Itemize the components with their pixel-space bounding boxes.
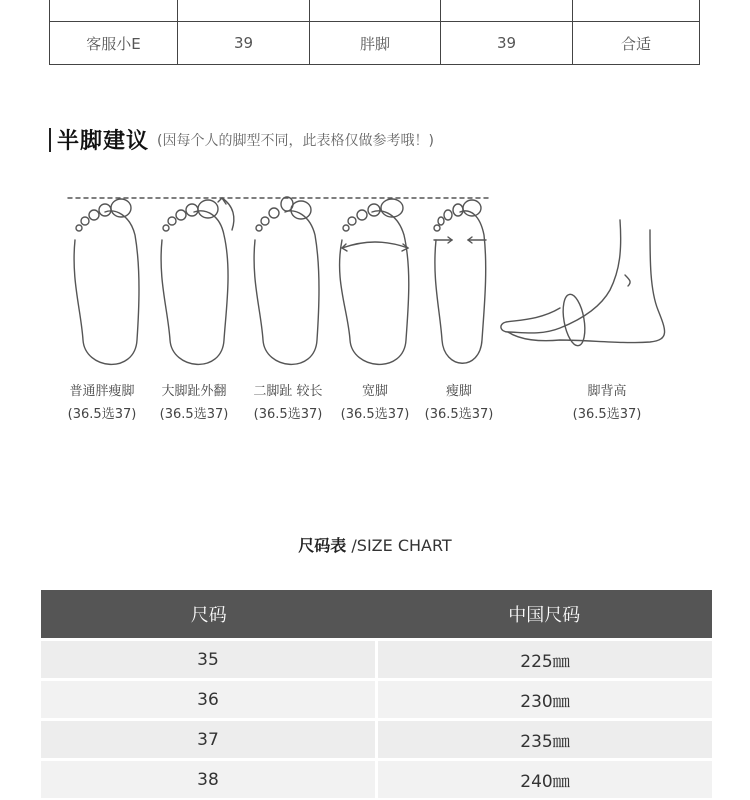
foot-label <box>562 380 652 422</box>
table-cell: 35 <box>41 640 377 680</box>
table-cell: 240㎜ <box>377 760 713 799</box>
foot-name: 二脚趾 较长 <box>253 384 323 399</box>
foot-name: 宽脚 <box>361 384 388 399</box>
table-row <box>41 760 712 799</box>
foot-name: 瘦脚 <box>445 384 472 399</box>
table-cell: 客服小E <box>50 22 178 65</box>
foot-labels <box>0 380 750 424</box>
table-row <box>50 0 700 22</box>
foot-advice: (36.5选37) <box>159 407 229 422</box>
size-table <box>41 590 712 798</box>
foot-advice: (36.5选37) <box>253 407 323 422</box>
column-header: 中国尺码 <box>377 590 713 640</box>
table-cell: 225㎜ <box>377 640 713 680</box>
table-cell <box>573 0 700 22</box>
foot-wide-icon <box>340 199 409 364</box>
table-cell: 合适 <box>573 22 700 65</box>
foot-advice: (36.5选37) <box>67 407 137 422</box>
foot-label <box>149 380 239 422</box>
size-chart-title <box>0 533 750 556</box>
table-cell: 230㎜ <box>377 680 713 720</box>
table-cell: 38 <box>41 760 377 799</box>
foot-normal-icon <box>74 199 139 364</box>
foot-name: 大脚趾外翻 <box>161 384 227 399</box>
table-cell: 39 <box>441 22 573 65</box>
table-cell <box>178 0 310 22</box>
table-header-row <box>41 590 712 640</box>
foot-label <box>243 380 333 422</box>
table-cell <box>50 0 178 22</box>
table-cell <box>441 0 573 22</box>
foot-name: 脚背高 <box>587 384 627 399</box>
table-row <box>41 680 712 720</box>
table-row <box>41 640 712 680</box>
foot-advice: (36.5选37) <box>340 407 410 422</box>
foot-long-second-toe-icon <box>254 197 319 364</box>
table-cell <box>310 0 441 22</box>
foot-high-instep-icon <box>501 220 665 347</box>
feet-illustration <box>0 180 750 370</box>
table-cell: 37 <box>41 720 377 760</box>
foot-advice: (36.5选37) <box>424 407 494 422</box>
column-header: 尺码 <box>41 590 377 640</box>
table-cell: 胖脚 <box>310 22 441 65</box>
size-chart-title-en: /SIZE CHART <box>351 536 452 555</box>
foot-label <box>330 380 420 422</box>
section-note: (因每个人的脚型不同，此表格仅做参考哦！) <box>157 132 434 149</box>
table-row <box>50 22 700 65</box>
size-chart-title-cn: 尺码表 <box>298 536 347 555</box>
section-heading <box>49 124 434 155</box>
table-cell: 235㎜ <box>377 720 713 760</box>
fit-table <box>49 0 700 65</box>
foot-label <box>414 380 504 422</box>
foot-narrow-icon <box>434 200 486 363</box>
foot-advice: (36.5选37) <box>572 407 642 422</box>
foot-label <box>57 380 147 422</box>
foot-bunion-icon <box>161 198 234 364</box>
foot-name: 普通胖瘦脚 <box>69 384 135 399</box>
section-title: 半脚建议 <box>57 129 150 154</box>
table-cell: 36 <box>41 680 377 720</box>
table-row <box>41 720 712 760</box>
heading-bar <box>49 128 51 152</box>
table-cell: 39 <box>178 22 310 65</box>
